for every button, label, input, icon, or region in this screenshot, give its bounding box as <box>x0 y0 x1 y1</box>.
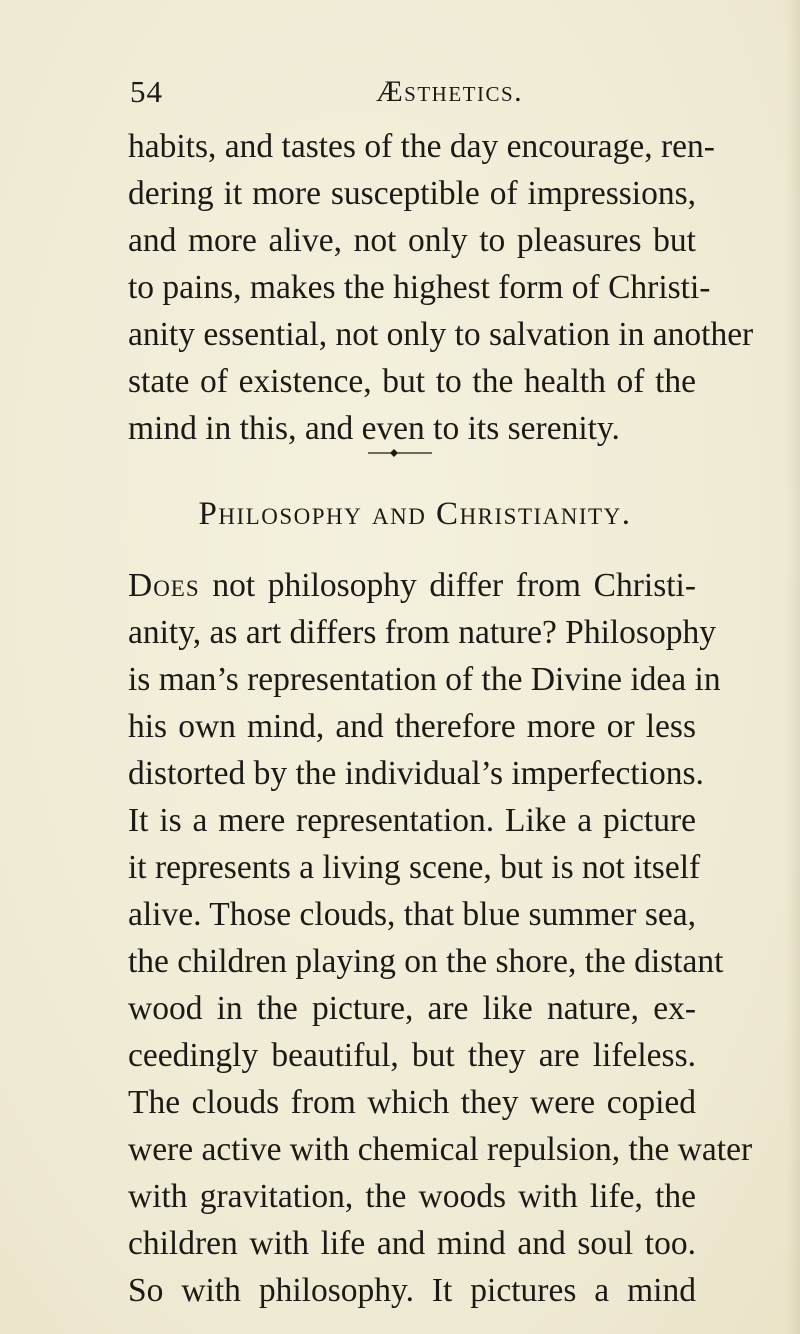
paragraph-1 <box>128 123 754 452</box>
text-line: anity, as art differs from nature? Philosophy <box>128 614 716 651</box>
text-line: ceedingly beautiful, but they are lifeless. <box>128 1037 696 1074</box>
text-line: The clouds from which they were copied <box>128 1084 696 1121</box>
text-line: It is a mere representation. Like a picture <box>128 802 696 839</box>
text-line: wood in the picture, are like nature, ex- <box>128 990 696 1027</box>
page-edge-shadow <box>786 0 800 1334</box>
text-line: it represents a living scene, but is not itself <box>128 849 701 886</box>
opening-word: Does <box>128 567 200 604</box>
text-line: So with philosophy. It pictures a mind <box>128 1272 696 1309</box>
section-divider-ornament <box>368 447 432 459</box>
text-line: were active with chemical repulsion, the water <box>128 1131 753 1168</box>
text-line: state of existence, but to the health of the <box>128 363 696 400</box>
text-line: dering it more susceptible of impressions, <box>128 175 696 212</box>
text-line: distorted by the individual’s imperfections. <box>128 755 704 792</box>
text-line: anity essential, not only to salvation in another <box>128 316 754 353</box>
text-line: mind in this, and even to its serenity. <box>128 410 620 447</box>
text-line: is man’s representation of the Divine idea in <box>128 661 721 698</box>
text-line: habits, and tastes of the day encourage, ren- <box>128 128 715 165</box>
page-header <box>130 74 670 118</box>
text-line: alive. Those clouds, that blue summer sea, <box>128 896 696 933</box>
text-line: to pains, makes the highest form of Christi- <box>128 269 711 306</box>
text-line: and more alive, not only to pleasures but <box>128 222 696 259</box>
running-head: Æsthetics. <box>376 75 524 108</box>
text-line: the children playing on the shore, the distant <box>128 943 724 980</box>
opening-line-rest: not philosophy differ from Christi- <box>199 567 696 604</box>
text-line: his own mind, and therefore more or less <box>128 708 696 745</box>
page-number: 54 <box>130 74 163 109</box>
section-heading: Philosophy and Christianity. <box>198 496 632 532</box>
paragraph-2 <box>128 562 753 1314</box>
text-line: with gravitation, the woods with life, the <box>128 1178 696 1215</box>
text-line: children with life and mind and soul too. <box>128 1225 696 1262</box>
text-line-first <box>128 562 696 609</box>
